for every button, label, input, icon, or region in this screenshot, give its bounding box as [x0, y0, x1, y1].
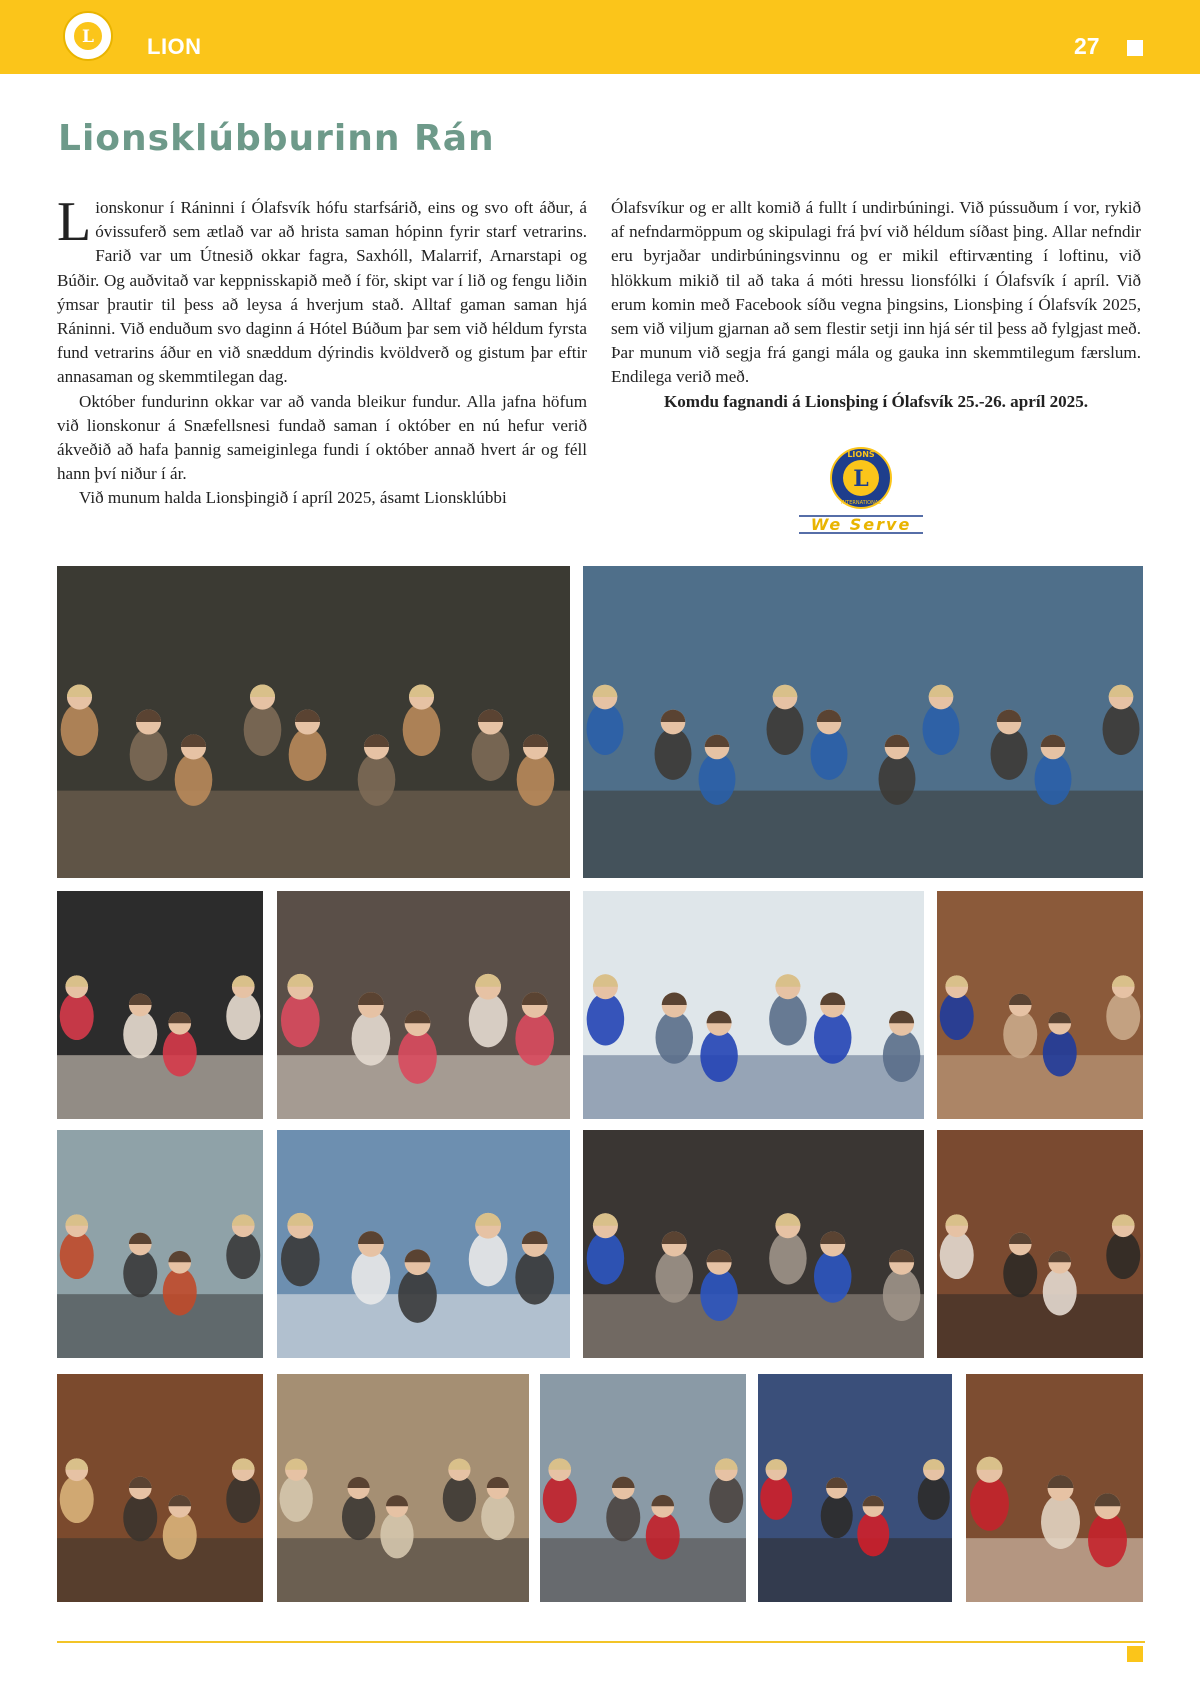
group-photo-icon [277, 891, 570, 1119]
group-photo-icon [937, 1130, 1143, 1358]
drop-cap: L [57, 191, 92, 253]
photo-cowboy-hats-table [583, 891, 924, 1119]
footer-rule [57, 1641, 1145, 1643]
group-photo-icon [583, 566, 1143, 878]
group-photo-icon [277, 1130, 570, 1358]
group-photo-icon [583, 1130, 924, 1358]
group-photo-icon [937, 891, 1143, 1119]
page-header [0, 0, 1200, 74]
paragraph [57, 191, 587, 390]
magazine-name: LION [147, 34, 202, 59]
svg-text:L: L [853, 466, 869, 492]
photo-red-bandanas-selfie [540, 1374, 746, 1602]
photo-frame-props [57, 1374, 263, 1602]
text-column-left [57, 191, 587, 511]
photo-group-seaside [583, 566, 1143, 878]
lions-badge-icon [831, 448, 891, 508]
badge-text: LIONS [847, 450, 875, 459]
page-number: 27 [1074, 33, 1100, 59]
footer-square-marker [1127, 1646, 1143, 1662]
photo-picnic-table-lava [583, 1130, 924, 1358]
invitation-line: Komdu fagnandi á Lionsþing í Ólafsvík 25.-26. apríl 2025. [663, 391, 1089, 411]
photo-bandana-booth [758, 1374, 952, 1602]
paragraph: Við munum halda Lionsþingið í apríl 2025, ásamt Lionsklúbbi [79, 488, 507, 508]
photo-mustache-hats-indoor [277, 1374, 529, 1602]
group-photo-icon [57, 1130, 263, 1358]
text-column-right [611, 196, 1141, 414]
group-photo-icon [758, 1374, 952, 1602]
photo-frame-cowboy-hats [937, 891, 1143, 1119]
we-serve-slogan: We Serve [810, 515, 912, 534]
paragraph-text: ionskonur í Ráninni í Ólafsvík hófu starfsárið, eins og svo oft áður, á óvissuferð sem ætlað var að hrista saman hópinn fyrir starf vetrarins. Farið var um Útnesið okkar fagra, Saxhóll, Malarrif, Arnarstapi og Búðir. Og auðvitað var keppnisskapið með í för, skipt var í lið og fengu liðin ýmsar þrautir til þess að leysa á hverjum stað. Alltaf gaman saman hjá Ráninni. Við enduðum svo daginn á Hótel Búðum þar sem við héldum fyrsta fund vetrarins áður en við snæddum dýrindis kvöldverð og gistum þar eftir annasaman og skemmtilegan dag. [57, 198, 587, 387]
group-photo-icon [583, 891, 924, 1119]
photo-pink-sashes-group [277, 891, 570, 1119]
group-photo-icon [540, 1374, 746, 1602]
badge-subtext: INTERNATIONAL [840, 500, 882, 506]
group-photo-icon [57, 566, 570, 878]
photo-three-sashes [57, 891, 263, 1119]
paragraph: Ólafsvíkur og er allt komið á fullt í undirbúningi. Við pússuðum í vor, rykið af nefndarmöppum og skipulagi frá því við héldum síðast þing. Allar nefndir eru byrjaðar undirbúningsvinnu og er mikil eftirvænting í loftinu, við hlökkum mikið til að taka á móti hressu lionsfólki í Ólafsvík í apríl. Við erum komin með Facebook síðu vegna þingsins, Lionsþing í Ólafsvík 2025, sem við viljum gjarnan að sem flestir setji inn hjá sér til þess að fylgjast með. Þar munum við segja frá gangi mála og gauka inn skemmtilegum færslum. Endilega verið með. [611, 198, 1141, 387]
group-photo-icon [57, 1374, 263, 1602]
group-photo-icon [966, 1374, 1143, 1602]
group-photo-icon [57, 891, 263, 1119]
svg-text:L: L [82, 27, 94, 47]
we-serve-logo [797, 446, 925, 534]
lions-emblem-icon [62, 10, 114, 62]
photo-feather-headdresses [57, 1130, 263, 1358]
photo-group-terrace [57, 566, 570, 878]
photo-frame-bandanas [966, 1374, 1143, 1602]
group-photo-icon [277, 1374, 529, 1602]
header-square-marker [1127, 40, 1143, 56]
photo-mustache-group [277, 1130, 570, 1358]
paragraph: Október fundurinn okkar var að vanda bleikur fundur. Alla jafna höfum við lionskonur á Snæfellsnesi fundað saman í október en nú hefur verið ákveðið að hafa þannig sameiginlega fundi í október annað hvert ár og féll hann því niður í ár. [57, 391, 587, 484]
photo-frame-mustaches [937, 1130, 1143, 1358]
article-title: Lionsklúbburinn Rán [58, 118, 495, 159]
